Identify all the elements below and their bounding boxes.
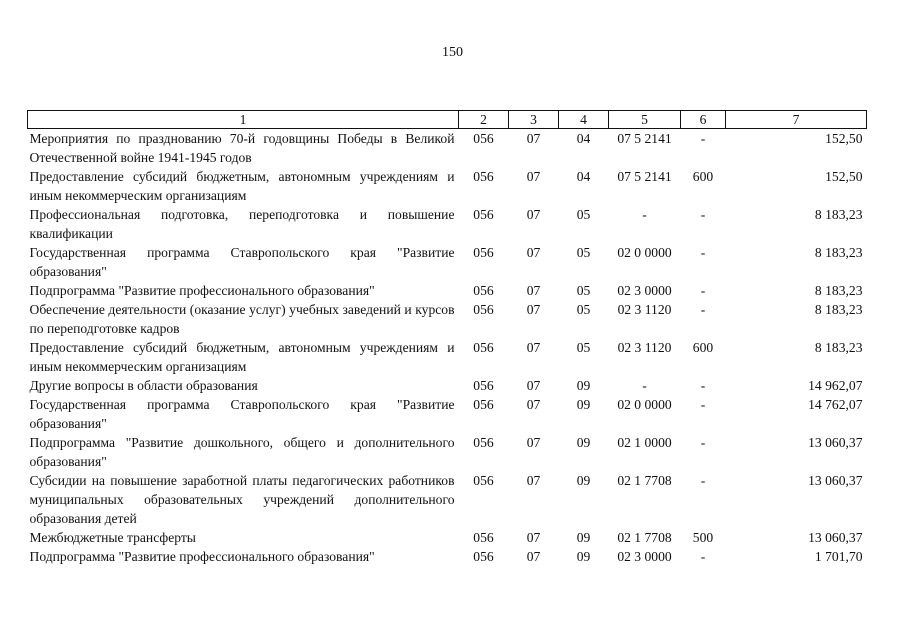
row-col-4: 05 bbox=[576, 207, 591, 222]
table-row bbox=[28, 547, 867, 566]
row-col-2: 056 bbox=[473, 207, 494, 222]
row-amount: 14 962,07 bbox=[808, 378, 863, 393]
row-col-3: 07 bbox=[526, 530, 541, 545]
row-col-2: 056 bbox=[473, 340, 494, 355]
row-amount: 8 183,23 bbox=[814, 283, 863, 298]
row-col-3: 07 bbox=[526, 207, 541, 222]
table-row bbox=[28, 433, 867, 471]
row-col-5: 02 0 0000 bbox=[617, 245, 672, 260]
row-col-3: 07 bbox=[526, 245, 541, 260]
row-col-4: 05 bbox=[576, 283, 591, 298]
row-col-5: - bbox=[642, 378, 647, 393]
row-amount: 8 183,23 bbox=[814, 302, 863, 317]
row-col-3: 07 bbox=[526, 378, 541, 393]
row-col-3: 07 bbox=[526, 169, 541, 184]
row-col-2: 056 bbox=[473, 397, 494, 412]
row-col-6: 500 bbox=[692, 530, 714, 545]
row-col-4: 09 bbox=[576, 435, 591, 450]
row-amount: 13 060,37 bbox=[808, 473, 863, 488]
row-col-4: 09 bbox=[576, 473, 591, 488]
row-name: Другие вопросы в области образования bbox=[29, 378, 258, 393]
table-row bbox=[28, 471, 867, 528]
row-name: Подпрограмма "Развитие дошкольного, общего и дополнительного образования" bbox=[29, 435, 455, 469]
table-row bbox=[28, 395, 867, 433]
table-row bbox=[28, 129, 867, 168]
row-col-5: - bbox=[642, 207, 647, 222]
table-row bbox=[28, 528, 867, 547]
row-col-3: 07 bbox=[526, 302, 541, 317]
table-row bbox=[28, 243, 867, 281]
row-col-6: - bbox=[700, 378, 706, 393]
row-col-4: 04 bbox=[576, 169, 591, 184]
row-col-4: 05 bbox=[576, 245, 591, 260]
header-col-2: 2 bbox=[459, 111, 509, 129]
header-row bbox=[28, 111, 867, 129]
row-col-6: - bbox=[700, 397, 706, 412]
row-name: Государственная программа Ставропольского края "Развитие образования" bbox=[29, 245, 455, 279]
row-col-5: 02 3 0000 bbox=[617, 283, 672, 298]
budget-table bbox=[27, 110, 867, 566]
row-col-2: 056 bbox=[473, 378, 494, 393]
row-name: Субсидии на повышение заработной платы педагогических работников муниципальных образовательных учреждений дополнительного образования детей bbox=[29, 473, 455, 526]
row-col-3: 07 bbox=[526, 435, 541, 450]
row-col-6: - bbox=[700, 245, 706, 260]
row-col-4: 09 bbox=[576, 378, 591, 393]
header-col-5: 5 bbox=[609, 111, 681, 129]
row-col-2: 056 bbox=[473, 530, 494, 545]
row-amount: 152,50 bbox=[825, 169, 863, 184]
row-col-4: 09 bbox=[576, 549, 591, 564]
header-col-6: 6 bbox=[681, 111, 726, 129]
row-col-2: 056 bbox=[473, 549, 494, 564]
row-col-4: 09 bbox=[576, 397, 591, 412]
row-col-5: 02 1 7708 bbox=[617, 473, 672, 488]
row-name: Обеспечение деятельности (оказание услуг) учебных заведений и курсов по переподготовке кадров bbox=[29, 302, 455, 336]
row-col-5: 02 3 1120 bbox=[617, 340, 672, 355]
row-name: Подпрограмма "Развитие профессионального образования" bbox=[29, 283, 375, 298]
row-col-3: 07 bbox=[526, 131, 541, 146]
row-col-6: - bbox=[700, 131, 706, 146]
row-col-5: 07 5 2141 bbox=[617, 131, 672, 146]
row-col-4: 04 bbox=[576, 131, 591, 146]
row-name: Предоставление субсидий бюджетным, автономным учреждениям и иным некоммерческим организациям bbox=[29, 340, 455, 374]
row-amount: 1 701,70 bbox=[814, 549, 863, 564]
row-col-5: 02 3 0000 bbox=[617, 549, 672, 564]
row-amount: 13 060,37 bbox=[808, 530, 863, 545]
header-col-1: 1 bbox=[28, 111, 459, 129]
row-col-4: 05 bbox=[576, 340, 591, 355]
row-col-6: 600 bbox=[692, 169, 714, 184]
row-col-2: 056 bbox=[473, 283, 494, 298]
row-col-6: - bbox=[700, 302, 706, 317]
row-col-6: - bbox=[700, 435, 706, 450]
row-col-5: 02 0 0000 bbox=[617, 397, 672, 412]
table-row bbox=[28, 338, 867, 376]
header-col-3: 3 bbox=[509, 111, 559, 129]
row-name: Мероприятия по празднованию 70-й годовщины Победы в Великой Отечественной войне 1941-1945 годов bbox=[29, 131, 455, 165]
table-row bbox=[28, 281, 867, 300]
row-col-2: 056 bbox=[473, 131, 494, 146]
row-col-3: 07 bbox=[526, 283, 541, 298]
row-col-6: - bbox=[700, 207, 706, 222]
row-name: Межбюджетные трансферты bbox=[29, 530, 196, 545]
row-col-2: 056 bbox=[473, 435, 494, 450]
table-body bbox=[28, 129, 867, 567]
row-name: Предоставление субсидий бюджетным, автономным учреждениям и иным некоммерческим организациям bbox=[29, 169, 455, 203]
table-row bbox=[28, 205, 867, 243]
row-col-5: 07 5 2141 bbox=[617, 169, 672, 184]
row-col-3: 07 bbox=[526, 549, 541, 564]
row-col-3: 07 bbox=[526, 397, 541, 412]
row-name: Государственная программа Ставропольского края "Развитие образования" bbox=[29, 397, 455, 431]
row-col-3: 07 bbox=[526, 473, 541, 488]
row-amount: 8 183,23 bbox=[814, 245, 863, 260]
row-col-2: 056 bbox=[473, 473, 494, 488]
row-amount: 8 183,23 bbox=[814, 340, 863, 355]
row-col-6: - bbox=[700, 473, 706, 488]
row-col-2: 056 bbox=[473, 302, 494, 317]
row-col-6: 600 bbox=[692, 340, 714, 355]
row-col-4: 09 bbox=[576, 530, 591, 545]
row-col-6: - bbox=[700, 283, 706, 298]
row-col-2: 056 bbox=[473, 169, 494, 184]
row-amount: 8 183,23 bbox=[814, 207, 863, 222]
header-col-4: 4 bbox=[559, 111, 609, 129]
row-name: Подпрограмма "Развитие профессионального образования" bbox=[29, 549, 375, 564]
row-col-5: 02 3 1120 bbox=[617, 302, 672, 317]
row-amount: 14 762,07 bbox=[808, 397, 863, 412]
row-col-3: 07 bbox=[526, 340, 541, 355]
table-row bbox=[28, 167, 867, 205]
row-name: Профессиональная подготовка, переподготовка и повышение квалификации bbox=[29, 207, 455, 241]
row-amount: 13 060,37 bbox=[808, 435, 863, 450]
table-row bbox=[28, 376, 867, 395]
row-amount: 152,50 bbox=[825, 131, 863, 146]
row-col-6: - bbox=[700, 549, 706, 564]
page-number: 150 bbox=[442, 45, 463, 60]
row-col-2: 056 bbox=[473, 245, 494, 260]
header-col-7: 7 bbox=[726, 111, 867, 129]
table-row bbox=[28, 300, 867, 338]
row-col-4: 05 bbox=[576, 302, 591, 317]
row-col-5: 02 1 0000 bbox=[617, 435, 672, 450]
row-col-5: 02 1 7708 bbox=[617, 530, 672, 545]
